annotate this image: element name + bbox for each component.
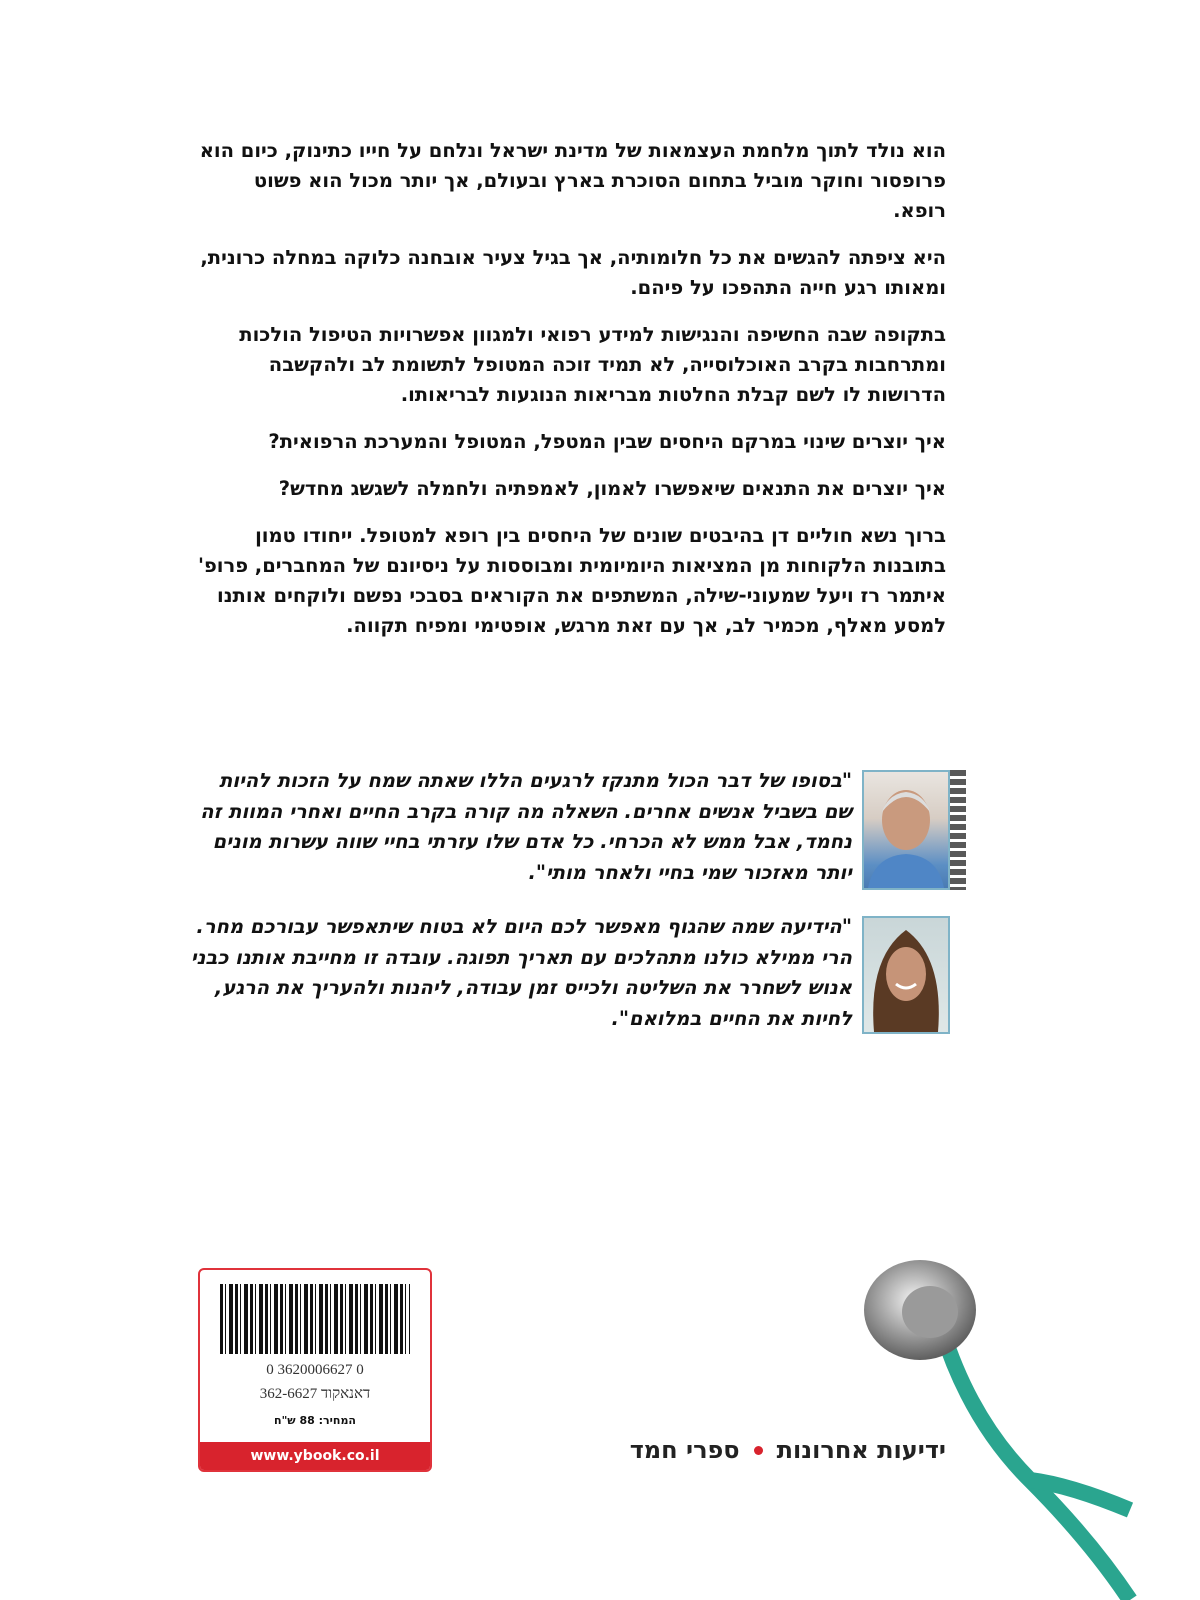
blurb-paragraph: איך יוצרים שינוי במרקם היחסים שבין המטפל, המטופל והמערכת הרפואית? bbox=[268, 430, 946, 453]
publisher-url: www.ybook.co.il bbox=[200, 1442, 430, 1470]
blurb-paragraph: בתקופה שבה החשיפה והנגישות למידע רפואי ולמגוון אפשרויות הטיפול הולכות ומתרחבות בקרב האוכלוסייה, לא תמיד זוכה המטופל לתשומת לב ולהקשבה הדרושות לו לשם קבלת החלטות מבריאות הנוגעות לבריאותו. bbox=[239, 323, 946, 406]
author-quote: "בסופו של דבר הכול מתנקז לרגעים הללו שאתה שמח על הזכות להיות שם בשביל אנשים אחרים. השאלה מה קורה בקרב החיים ואחרי המוות זה נחמד, אבל ממש לא הכרחי. כל אדם שלו עזרתי בחיי שווה עשרות מונים יותר מאזכור שמי בחיי ולאחר מותי". bbox=[200, 769, 852, 884]
author-photo-woman bbox=[862, 916, 950, 1034]
blurb-paragraph: היא ציפתה להגשים את כל חלומותיה, אך בגיל צעיר אובחנה כלוקה במחלה כרונית, ומאותו רגע חייה התהפכו על פיהם. bbox=[200, 246, 946, 299]
imprint-name: ספרי חמד bbox=[629, 1436, 740, 1464]
blurb-paragraph: איך יוצרים את התנאים שיאפשרו לאמון, לאמפתיה ולחמלה לשגשג מחדש? bbox=[278, 477, 946, 500]
photo-credit bbox=[950, 770, 966, 890]
back-cover-blurb bbox=[196, 136, 946, 658]
stethoscope-illustration bbox=[830, 1250, 1160, 1600]
blurb-paragraph: ברוך נשא חוליים דן בהיבטים שונים של היחסים בין רופא למטופל. ייחודו טמון בתובנות הלקוחות מן המציאות היומיומית ומבוססות על ניסיונם של המחברים, פרופ' איתמר רז ויעל שמעוני-שילה, המשתפים את הקוראים בסבכי נפשם ולוקחים אותנו למסע מאלף, מכמיר לב, אך עם זאת מרגש, אופטימי ומפיח תקווה. bbox=[197, 524, 946, 637]
separator-dot bbox=[754, 1446, 763, 1455]
author-photo-man bbox=[862, 770, 950, 890]
barcode-label bbox=[198, 1268, 432, 1472]
publisher-name: ידיעות אחרונות bbox=[776, 1436, 946, 1464]
barcode bbox=[220, 1284, 410, 1354]
author-quote: "הידיעה שמה שהגוף מאפשר לכם היום לא בטוח שיתאפשר עבורכם מחר. הרי ממילא כולנו מתהלכים עם תאריך תפוגה. עובדה זו מחייבת אותנו כבני אנוש לשחרר את השליטה ולכייס זמן עבודה, ליהנות ולהעריך את הרגע, לחיות את החיים במלואם". bbox=[190, 915, 852, 1030]
catalog-number: דאנאקוד 362-6627 bbox=[259, 1386, 371, 1402]
price: המחיר: 88 ש"ח bbox=[274, 1414, 356, 1427]
blurb-paragraph: הוא נולד לתוך מלחמת העצמאות של מדינת ישראל ונלחם על חייו כתינוק, כיום הוא פרופסור וחוקר מוביל בתחום הסוכרת בארץ ובעולם, אך יותר מכול הוא פשוט רופא. bbox=[199, 139, 946, 222]
barcode-number: 0 3620006627 0 bbox=[266, 1362, 364, 1378]
